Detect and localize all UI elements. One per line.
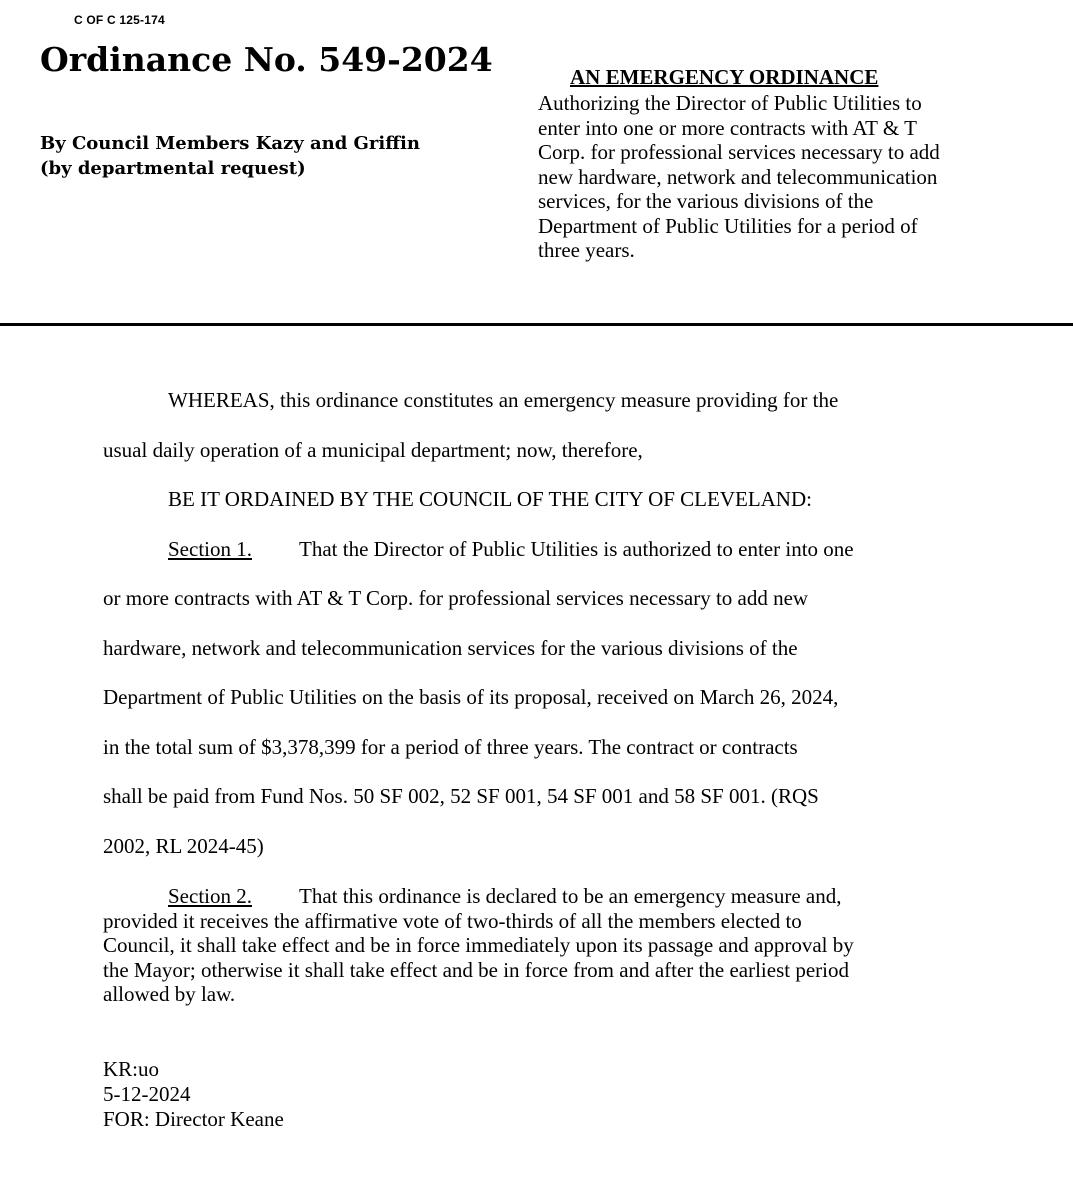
ordained-clause: BE IT ORDAINED BY THE COUNCIL OF THE CITY OF CLEVELAND: <box>168 487 812 511</box>
section-2 <box>103 884 963 1007</box>
author-initials: KR:uo <box>103 1057 160 1081</box>
footer-for: FOR: Director Keane <box>103 1107 284 1131</box>
section-2-first-line <box>103 884 963 909</box>
section-1-first-line <box>103 525 963 575</box>
sponsors <box>40 131 500 181</box>
section-2-line: Council, it shall take effect and be in force immediately upon its passage and approval by <box>103 933 854 957</box>
section-2-line: provided it receives the affirmative vote of two-thirds of all the members elected to <box>103 908 802 933</box>
summary-line: Corp. for professional services necessary to add <box>538 140 940 164</box>
whereas-line: usual daily operation of a municipal department; now, therefore, <box>103 437 643 462</box>
whereas-clause <box>103 376 963 871</box>
section-1-line: hardware, network and telecommunication services for the various divisions of the <box>103 635 798 660</box>
section-1-line: shall be paid from Fund Nos. 50 SF 002, 52 SF 001, 54 SF 001 and 58 SF 001. (RQS <box>103 784 819 808</box>
footer <box>103 1057 284 1132</box>
sponsors-note: (by departmental request) <box>40 158 306 179</box>
section-1-line: or more contracts with AT & T Corp. for professional services necessary to add new <box>103 586 809 610</box>
section-2-label: Section 2. <box>168 884 252 908</box>
footer-date: 5-12-2024 <box>103 1082 191 1106</box>
summary-line: services, for the various divisions of the <box>538 189 874 213</box>
section-1-label: Section 1. <box>168 536 252 561</box>
summary-line: Department of Public Utilities for a period of <box>538 213 918 238</box>
ordinance-title: Ordinance No. 549-2024 <box>40 40 493 79</box>
summary-line: three years. <box>538 238 635 262</box>
section-1-line: Department of Public Utilities on the basis of its proposal, received on March 26, 2024, <box>103 685 839 709</box>
file-number: C OF C 125-174 <box>74 13 165 27</box>
summary-line: new hardware, network and telecommunication <box>538 164 938 189</box>
horizontal-divider <box>0 323 1073 326</box>
summary-line: Authorizing the Director of Public Utilities to <box>538 91 922 115</box>
section-2-line: the Mayor; otherwise it shall take effect and be in force from and after the earliest period <box>103 957 849 982</box>
section-2-line: allowed by law. <box>103 982 236 1006</box>
whereas-line: WHEREAS, this ordinance constitutes an emergency measure providing for the <box>168 388 839 412</box>
section-2-text: That this ordinance is declared to be an emergency measure and, <box>299 884 842 908</box>
sponsors-line: By Council Members Kazy and Griffin <box>40 133 420 154</box>
ordinance-summary <box>538 91 1008 263</box>
section-1-line: 2002, RL 2024-45) <box>103 833 264 858</box>
section-1-text: That the Director of Public Utilities is authorized to enter into one <box>299 536 854 561</box>
emergency-heading: AN EMERGENCY ORDINANCE <box>570 65 879 89</box>
summary-line: enter into one or more contracts with AT & T <box>538 115 917 140</box>
section-1-line: in the total sum of $3,378,399 for a period of three years. The contract or contracts <box>103 734 798 759</box>
